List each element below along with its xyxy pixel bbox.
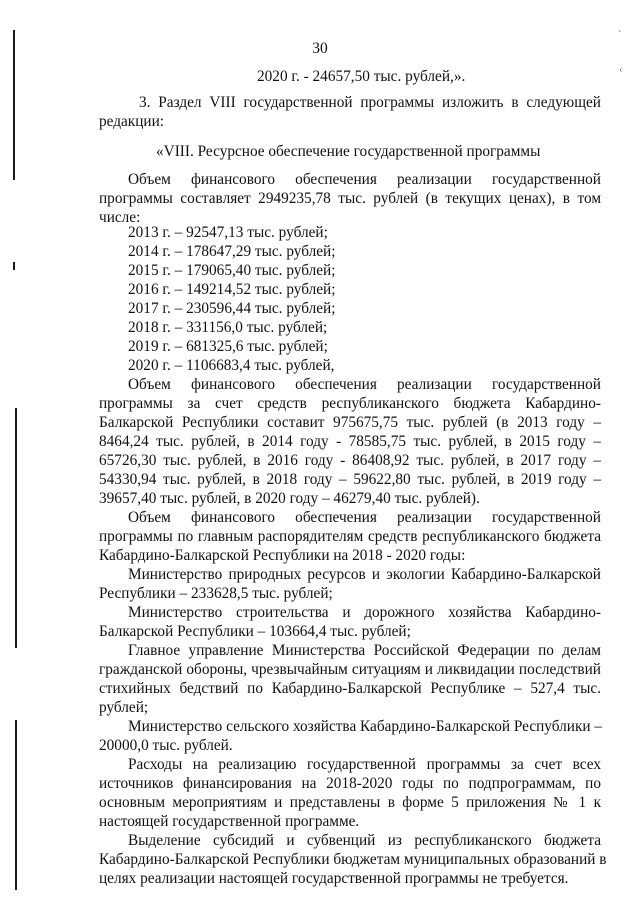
text-line: Главное управление Министерства Российской Федерации по делам [128, 642, 601, 659]
text-line: Расходы на реализацию государственной программы за счет всех [128, 756, 601, 773]
text-line: Министерство строительства и дорожного хозяйства Кабардино- [128, 604, 601, 621]
text-line: программы составляет 2949235,78 тыс. рублей (в текущих ценах), в том [99, 190, 601, 207]
text-line: 2015 г. – 179065,40 тыс. рублей; [128, 262, 336, 279]
text-line: рублей; [99, 699, 149, 716]
text-line: «VIII. Ресурсное обеспечение государственной программы [156, 143, 541, 160]
text-line: 8464,24 тыс. рублей, в 2014 году - 78585,75 тыс. рублей, в 2015 году – [99, 433, 601, 450]
text-line: целях реализации настоящей государственной программы не требуется. [99, 870, 569, 887]
text-line: 2013 г. – 92547,13 тыс. рублей; [128, 224, 328, 241]
text-line: 20000,0 тыс. рублей. [99, 737, 233, 754]
scan-mark [15, 720, 17, 890]
text-line: 2018 г. – 331156,0 тыс. рублей; [128, 319, 328, 336]
text-line: стихийных бедствий по Кабардино-Балкарской Республике – 527,4 тыс. [99, 680, 601, 697]
scan-mark [13, 262, 15, 270]
scan-mark: ` [618, 30, 622, 41]
text-line: 2020 г. - 24657,50 тыс. рублей,». [257, 68, 466, 85]
text-line: основным мероприятиям и представлены в форме 5 приложения № 1 к [99, 794, 601, 811]
text-line: Республики – 233628,5 тыс. рублей; [99, 585, 333, 602]
text-line: Министерство природных ресурсов и экологии Кабардино-Балкарской [128, 566, 601, 583]
text-line: гражданской обороны, чрезвычайным ситуациям и ликвидации последствий [99, 661, 601, 678]
text-line: Объем финансового обеспечения реализации государственной [128, 509, 601, 526]
scan-mark [15, 408, 17, 648]
scan-mark: ᶜ [620, 66, 623, 77]
text-line: программы за счет средств республиканского бюджета Кабардино- [99, 395, 601, 412]
text-line: настоящей государственной программе. [99, 813, 360, 830]
text-line: Выделение субсидий и субвенций из республиканского бюджета [128, 832, 601, 849]
text-line: 39657,40 тыс. рублей, в 2020 году – 46279,40 тыс. рублей). [99, 490, 480, 507]
text-line: 2014 г. – 178647,29 тыс. рублей; [128, 243, 336, 260]
text-line: Объем финансового обеспечения реализации государственной [128, 376, 601, 393]
text-line: источников финансирования на 2018-2020 годы по подпрограммам, по [99, 775, 601, 792]
text-line: Кабардино-Балкарской Республики на 2018 - 2020 годы: [99, 547, 466, 564]
text-line: Министерство сельского хозяйства Кабардино-Балкарской Республики – [128, 718, 603, 735]
text-line: редакции: [99, 113, 165, 130]
text-line: 2020 г. – 1106683,4 тыс. рублей, [128, 357, 335, 374]
text-line: 54330,94 тыс. рублей, в 2018 году – 59622,80 тыс. рублей, в 2019 году – [99, 471, 601, 488]
text-line: Балкарской Республики – 103664,4 тыс. рублей; [99, 623, 411, 640]
text-line: числе: [99, 209, 141, 226]
text-line: 2019 г. – 681325,6 тыс. рублей; [128, 338, 328, 355]
text-line: программы по главным распорядителям средств республиканского бюджета [99, 528, 601, 545]
text-line: Балкарской Республики составит 975675,75 тыс. рублей (в 2013 году – [99, 414, 601, 431]
page-number: 30 [312, 40, 328, 57]
text-line: 3. Раздел VIII государственной программы изложить в следующей [139, 94, 601, 111]
text-line: 2016 г. – 149214,52 тыс. рублей; [128, 281, 336, 298]
text-line: Кабардино-Балкарской Республики бюджетам муниципальных образований в [99, 851, 607, 868]
text-line: 65726,30 тыс. рублей, в 2016 году - 86408,92 тыс. рублей, в 2017 году – [99, 452, 601, 469]
text-line: Объем финансового обеспечения реализации государственной [128, 171, 601, 188]
text-line: 2017 г. – 230596,44 тыс. рублей; [128, 300, 336, 317]
